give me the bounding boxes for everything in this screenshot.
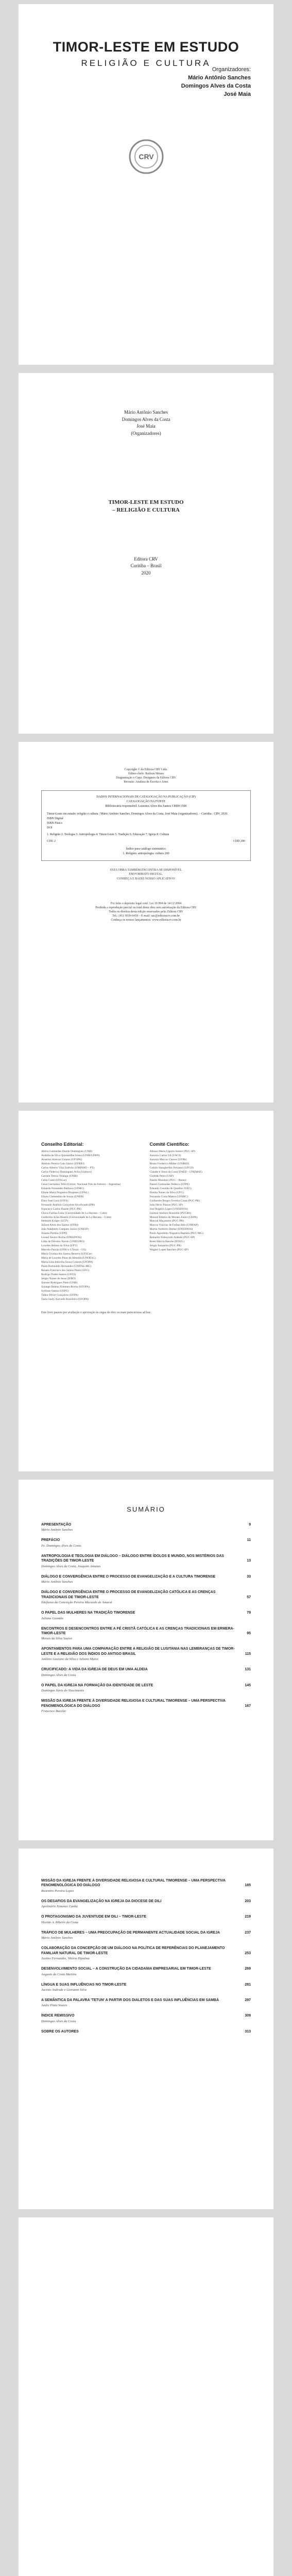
editorial-member: Simone Rodrigues Pinto (UNB) <box>41 1281 78 1284</box>
toc-title: SOBRE OS AUTORES <box>41 2029 79 2033</box>
cat-cdu: CDU 2 <box>47 840 56 843</box>
copyright-page <box>19 742 273 1103</box>
toc-page-number: 33 <box>247 1574 251 1579</box>
toc-page-number: 237 <box>245 1930 251 1935</box>
toc-page-number: 297 <box>245 1998 251 2002</box>
toc-item[interactable] <box>41 1611 251 1620</box>
editorial-member: Elizeu Clementino de Souza (UNEB) <box>41 1195 84 1198</box>
toc-author: Rosemiro Pereira Lopes <box>41 1889 74 1893</box>
editorial-member: Élsio José Corá (UFFS) <box>41 1199 68 1202</box>
editorial-member: Carlos Alberto Vilar Estêvão (UMINHO – PT) <box>41 1166 94 1170</box>
cat-isbn-digital: ISBN Digital <box>47 817 63 821</box>
toc-title: MISSÃO DA IGREJA FRENTE À DIVERSIDADE RELIGIOSA E CULTURAL TIMORENSE – UMA PERSPECTIVA FENOMENOLÓGICA DO DIÁLOGO <box>41 1699 226 1708</box>
half-title-1: TIMOR-LESTE EM ESTUDO <box>108 499 184 505</box>
editorial-member: Maria Cristina dos Santos Bezerra (UFSCar) <box>41 1252 92 1256</box>
scientific-member: Paulo Agostinho Nogueira Baptista (PUC-MG) <box>149 1232 203 1235</box>
council-note: Este livro passou por avaliação e aprovação às cegas de dois ou mais pareceristas ad hoc. <box>41 1311 151 1314</box>
catalog-box <box>41 790 251 861</box>
rights-1: Proibida a reprodução parcial ou total desta obra sem autorização da Editora CRV <box>95 906 197 909</box>
editorial-member: Tadeu Oliver Gonçalves (UFPA) <box>41 1293 78 1297</box>
cat-sub2: Bibliotecária responsável: Luzenira Alves dos Santos CRB9/1506 <box>105 805 187 808</box>
editorial-member: Antônio Pereira Gaio Júnior (UFRRJ) <box>41 1162 84 1165</box>
toc-author: Domingos Sávio do Nascimento <box>41 1689 84 1693</box>
half-name-1: Mário Antônio Sanches <box>124 410 168 415</box>
toc-title: DESENVOLVIMENTO SOCIAL – A CONSTRUÇÃO DA CIDADANIA EMPRESARIAL EM TIMOR-LESTE <box>41 1967 211 1971</box>
editorial-member: Paulo Romualdo Hernandes (UNIFAL-MG) <box>41 1265 92 1268</box>
toc-title: ÍNDICE REMISSIVO <box>41 2014 75 2018</box>
toc-item[interactable] <box>41 1667 251 1676</box>
site: Conheça os nossos lançamentos: www.editoracrv.com.br <box>111 919 181 922</box>
copyright-line-3: Diagramação e Capa: Designers da Editora CRV <box>116 776 176 780</box>
toc-title: ANTROPOLOGIA E TEOLOGIA EM DIÁLOGO – DIÁLOGO ENTRE ÍDOLOS E MUNDO, NOS MISTÉRIOS DAS TRADIÇÕES DE TIMOR-LESTE <box>41 1554 224 1563</box>
editorial-member: Marcelo Paixão (UFRJ e UTexas – US) <box>41 1248 86 1252</box>
scientific-member: Martin Norberto Dreher (UNISINOS) <box>149 1228 193 1231</box>
editorial-member: Celso Conti (UFSCar) <box>41 1178 67 1182</box>
scientific-member: Reinaldo Nobuyoshi Arakaki (PUC-SP) <box>149 1236 195 1240</box>
toc-item[interactable] <box>41 1538 251 1547</box>
toc-author: Mário Antônio Sanches <box>41 1936 73 1940</box>
toc-page-number: 131 <box>245 1668 251 1672</box>
toc-author: Apolinário Ximenes Cunha <box>41 1905 78 1909</box>
half-title-2: – RELIGIÃO E CULTURA <box>112 507 180 514</box>
toc-title: DIÁLOGO E CONVERGÊNCIA ENTRE O PROCESSO DE EVANGELIZAÇÃO E A CULTURA TIMORENSE <box>41 1574 216 1579</box>
toc-author: Domingos Alves da Costa <box>41 2019 76 2023</box>
toc-item[interactable] <box>41 1683 251 1692</box>
scientific-member: Leomar Antônio Brustolin (PUCRS) <box>149 1211 192 1215</box>
toc-title: CRUCIFICADO: A VIDA DA IGREJA DE DEUS EM UMA ALDEIA <box>41 1668 148 1672</box>
scientific-member: João Décio Passos (PUC-SP) <box>149 1203 183 1207</box>
editor-2: Domingos Alves da Costa <box>181 82 251 89</box>
editorial-member: Cesar Gerónimo Tello (Univer. Nacional Três de Febrero – Argentina) <box>41 1182 121 1186</box>
cover-page <box>19 4 273 365</box>
editorial-member: Lourdes Helena da Silva (UFV) <box>41 1244 78 1248</box>
toc-title: MISSÃO DA IGREJA FRENTE À DIVERSIDADE RELIGIOSA E CULTURAL TIMORENSE – UMA PERSPECTIVA FENOMENOLÓGICA DO DIÁLOGO <box>41 1879 226 1888</box>
copyright-line-4: Revisão: Analista de Escrita e Artes <box>124 781 168 784</box>
scientific-committee <box>150 1142 251 1302</box>
toc-author: Antônio Gaviano da Silva e Juliano Matos <box>41 1657 98 1662</box>
cat-title: DADOS INTERNACIONAIS DE CATALOGAÇÃO NA PUBLICAÇÃO (CIP) <box>96 795 196 799</box>
toc-title: COLABORAÇÃO DA CONCEPÇÃO DE UM DIÁLOGO NA POLÍTICA DE REFERÊNCIAS DO PLANEJAMENTO FAMILIAR NATURAL DE TIMOR-LESTE <box>41 1946 225 1955</box>
editorial-member: Eduardo Fernandes Barbosa (UFMG) <box>41 1187 84 1190</box>
scientific-member: Bruno Frederico Müller (UNIRIO) <box>149 1162 190 1165</box>
toc-title: A SEMÂNTICA DA PALAVRA 'TETUN' A PARTIR DOS DIALETOS E DAS SUAS INFLUÊNCIAS EM SAMBÁ <box>41 1998 219 2002</box>
editors-label: Organizadores: <box>212 66 251 73</box>
toc-item[interactable] <box>41 2013 251 2023</box>
digital-label-2: EM FORMATO DIGITAL. <box>129 873 163 876</box>
scientific-member: Antonio Marcos Chaves (UFPA) <box>149 1158 187 1161</box>
toc-title: PREFÁCIO <box>41 1538 60 1543</box>
toc-item[interactable] <box>41 1590 251 1604</box>
editorial-member: Solange Helena Ximenes-Rocha (UFOPA) <box>41 1285 90 1289</box>
scientific-title: Comitê Científico: <box>149 1142 190 1147</box>
toc-item[interactable] <box>41 1878 251 1893</box>
toc-item[interactable] <box>41 1998 251 2007</box>
editorial-member: Elione Maria Nogueira Diogenes (UFAL) <box>41 1191 89 1194</box>
cat-body: Timor-Leste em estudo: religião e cultura / Mário Antônio Sanches, Domingos Alves da Costa, José Maia (organizadores). – Curitiba : CRV, 2020. <box>47 812 228 816</box>
legal-deposit: Foi feito o depósito legal conf. Lei 10.994 de 14/12/2004 <box>110 902 182 905</box>
toc-item[interactable] <box>41 1574 251 1584</box>
editorial-member: João Adalberto Campato Junior (UNESP) <box>41 1228 89 1231</box>
scientific-member: José Rogério Lopes (UNISINOS) <box>149 1207 188 1211</box>
index-title: Índice para catálogo sistemático <box>126 848 166 851</box>
editorial-member: Jailson Alves dos Santos (UFRJ) <box>41 1224 79 1227</box>
council-page <box>19 1111 273 1471</box>
copyright-line-1: Copyright © da Editora CRV Ltda. <box>124 768 168 771</box>
editorial-member: Francisco Carlos Duarte (PUC-PR) <box>41 1207 81 1211</box>
toc-page-number: 115 <box>245 1652 251 1656</box>
editorial-member: Carmen Tereza Velanga (UNIR) <box>41 1174 78 1178</box>
toc-item[interactable] <box>41 1946 251 1960</box>
toc-title: O PAPEL DAS MULHERES NA TRADIÇÃO TIMORENSE <box>41 1611 135 1615</box>
toc-item[interactable] <box>41 1899 251 1908</box>
editorial-member: Guillermo Arias Beatón (Universidade de La Havana – Cuba) <box>41 1215 111 1219</box>
editorial-member: Josania Portela (UFPI) <box>41 1232 67 1235</box>
half-title-page <box>19 373 273 734</box>
cat-isbn-fisico: ISBN Físico <box>47 822 62 825</box>
toc-author: Vicente A. Ribeiro da Costa <box>41 1920 78 1924</box>
toc-title: ENCONTROS E DESENCONTROS ENTRE A FÉ CRISTÃ CATÓLICA E AS CRENÇAS TRADICIONAIS EM ERMERA-TIMOR-LESTE <box>41 1626 234 1635</box>
toc-item[interactable] <box>41 1554 251 1568</box>
half-name-4: (Organizadores) <box>131 430 161 436</box>
half-name-3: José Maia <box>136 423 156 429</box>
cat-sub: CATALOGAÇÃO NA FONTE <box>126 800 166 804</box>
scientific-member: Marcos Vinicius de Freitas Reis (UNIFAP) <box>149 1224 199 1227</box>
scientific-member: Sérgio Junqueira (PUC-PR) <box>149 1244 181 1248</box>
toc-page-number: 309 <box>245 2014 251 2018</box>
editorial-member: Fernando Antônio Gonçalves Alcoforado (IPB) <box>41 1203 95 1207</box>
editorial-member: Maria de Lourdes Pinto de Almeida (UNOESC) <box>41 1257 96 1260</box>
editorial-member: Carlos Federico Dominguez Avila (Unieuro) <box>41 1170 92 1174</box>
toc-page-number: 145 <box>245 1683 251 1687</box>
toc-page-number: 95 <box>247 1631 251 1635</box>
toc-item[interactable] <box>41 1522 251 1532</box>
toc-item[interactable] <box>41 2029 251 2034</box>
editorial-member: Aldira Guimarães Duarte Domínguez (UNB) <box>41 1150 93 1153</box>
digital-label-1: ESTA OBRA TAMBÉM ENCONTRA-SE DISPONÍVEL <box>110 869 182 872</box>
toc-author: Juliana Gusmão <box>41 1616 63 1620</box>
editorial-member: Tania Suely Azevedo Brasileiro (UFOPA) <box>41 1297 89 1301</box>
toc-page-number: 13 <box>247 1559 251 1563</box>
scientific-member: Claudecir Jesus da Costa (FAED – UNEMAT) <box>149 1170 202 1174</box>
cat-keywords: 1. Religião 2. Teologia 3. Antropologia 4. Timor-Leste 5. Tradição 6. Educação 7. Igreja 8. Cultura <box>47 833 169 837</box>
toc-page-number: 185 <box>245 1884 251 1888</box>
toc-page-number: 11 <box>247 1538 251 1543</box>
scientific-member: Fernando Costa Mattos (UFABC) <box>149 1195 188 1198</box>
toc-item[interactable] <box>41 1930 251 1940</box>
toc-page-number: 9 <box>249 1523 251 1527</box>
editorial-member: Sérgio Nunes de Jesus (IFRO) <box>41 1277 76 1281</box>
toc-item[interactable] <box>41 1914 251 1924</box>
scientific-member: Wagner Lopes Sanchez (PUC-SP) <box>149 1248 188 1252</box>
scientific-member: Antonio Carlos Gil (USCS) <box>149 1154 181 1157</box>
crv-logo-icon <box>128 138 165 175</box>
cat-cdd: CDD 200 <box>233 840 245 843</box>
summary-title: SUMÁRIO <box>127 1505 165 1513</box>
phone-email: Tel.: (41) 3039-6418 – E-mail: sac@editoracrv.com.br <box>112 914 180 918</box>
scientific-member: Clotilde Perez (USP) <box>149 1174 174 1178</box>
editorial-member: Leonel Severo Rocha (UNISINOS) <box>41 1236 82 1240</box>
scientific-member: Elenita Nunes da Silva (UFG) <box>149 1191 184 1194</box>
editorial-member: Andréia da Silva Quintanilha Sousa (UNIR/UFRN) <box>41 1154 100 1157</box>
toc-item[interactable] <box>41 1967 251 1976</box>
index-item: 1. Religião: antropologia: cultura 200 <box>123 852 169 856</box>
toc-page-number: 167 <box>245 1704 251 1708</box>
editorial-title: Conselho Editorial: <box>41 1142 84 1147</box>
half-pub: Editora CRV <box>134 556 158 562</box>
toc-page-number: 57 <box>247 1595 251 1599</box>
toc-item[interactable] <box>41 1699 251 1713</box>
digital-label-3: CONHEÇA E BAIXE NOSSO APLICATIVO! <box>116 877 176 880</box>
editorial-member: Gloria Fariñas León (Universidade de La Havana – Cuba) <box>41 1211 107 1215</box>
toc-title: LÍNGUA E SUAS INFLUÊNCIAS NO TIMOR-LESTE <box>41 1982 127 1987</box>
svg-text:CRV: CRV <box>138 152 154 161</box>
toc-page-number: 269 <box>245 1967 251 1971</box>
editor-3: José Maia <box>224 91 251 97</box>
toc-title: APONTAMENTOS PARA UMA COMPARAÇÃO ENTRE A RELIGIÃO DE LUSITANIA NAS LEMBRANÇAS DE TIMOR-LESTE E A RELIGIÃO DOS ÍNDIOS DO ANTIGO BRASIL <box>41 1647 235 1656</box>
scientific-member: Marcial Maçaneiro (PUC-PR) <box>149 1219 184 1223</box>
toc-author: Mário Antônio Sanches <box>41 1528 73 1532</box>
toc-item[interactable] <box>41 1982 251 1992</box>
cover-editors <box>181 66 251 99</box>
scientific-member: Afonso Maria Ligorio Soares (PUC-SP) <box>149 1150 195 1153</box>
blank-page <box>19 2217 273 2576</box>
half-city: Curitiba – Brasil <box>130 563 162 569</box>
toc-author: Augusto da Costa Martins <box>41 1972 77 1976</box>
editorial-member: Renato Francisco dos Santos Paula (UFG) <box>41 1269 90 1273</box>
toc-item[interactable] <box>41 1626 251 1641</box>
scientific-member: Daniel Guimarães Tedesco (UFPE) <box>149 1182 190 1186</box>
half-name-2: Domingos Alves da Costa <box>122 416 170 422</box>
toc-page-number: 219 <box>245 1915 251 1919</box>
cat-doi: DOI <box>47 826 53 830</box>
editorial-member: Rodrigo Pratte-Santos (UFES) <box>41 1273 76 1277</box>
editorial-member: Anselmo Alencar Colares (UFOPA) <box>41 1158 82 1161</box>
toc-title: APRESENTAÇÃO <box>41 1523 72 1527</box>
summary-page-2 <box>19 1849 273 2209</box>
summary-page-1 <box>19 1480 273 1840</box>
scientific-member: Danilo Mondoni (PUG – Roma) <box>149 1178 186 1182</box>
toc-title: O PAPEL DA IGREJA NA FORMAÇÃO DA IDENTIDADE DE LESTE <box>41 1683 153 1687</box>
toc-page-number: 281 <box>245 1982 251 1987</box>
toc-author: Andre Pinto Soares <box>41 2004 67 2008</box>
toc-page-number: 313 <box>245 2029 251 2033</box>
half-year: 2020 <box>141 570 151 575</box>
toc-title: TRÁFICO DE MULHERES – UMA PREOCUPAÇÃO DE PERMANENTE ACTUALIDADE SOCIAL DA IGREJA <box>41 1930 220 1935</box>
rights-2: Todos os direitos desta edição reservados pela: Editora CRV <box>109 910 183 913</box>
scientific-member: Manoel Ribeiro de Moraes Junior (UEPA) <box>149 1215 198 1219</box>
toc-author: Domingos Alves da Costa, Joaquim Antunes <box>41 1564 101 1568</box>
toc-author: Justino Fernandes, Vitória Dipalma <box>41 1957 90 1961</box>
scientific-member: Camilo Stangherlim Ferraresi (UFGD) <box>149 1166 194 1170</box>
toc-page-number: 203 <box>245 1899 251 1903</box>
toc-item[interactable] <box>41 1647 251 1661</box>
cover-title: TIMOR-LESTE EM ESTUDO <box>53 39 239 55</box>
toc-author: Pe. Domingos Alves da Costa <box>41 1544 81 1548</box>
toc-title: DIÁLOGO E CONVERGÊNCIA ENTRE O PROCESSO DE EVANGELIZAÇÃO CATÓLICA E AS CRENÇAS TRADICIONAIS DE TIMOR-LESTE <box>41 1590 216 1599</box>
toc-page-number: 79 <box>247 1611 251 1615</box>
toc-author: Moisés da Silva Soares <box>41 1637 73 1641</box>
copyright-line-2: Editor-chefe: Railson Moura <box>128 772 164 776</box>
toc-author: Francisco Bacelar <box>41 1709 66 1713</box>
toc-author: Mário Antônio Sanches <box>41 1580 73 1584</box>
scientific-member: Eduardo Gusmão de Quadros (UEG) <box>149 1187 192 1190</box>
editorial-member: Helmuth Krüger (UCP) <box>41 1219 68 1223</box>
editorial-member: Maria Lília Imbiriba Sousa Colares (UFOPA) <box>41 1261 93 1264</box>
toc-page-number: 253 <box>245 1951 251 1955</box>
cover-subtitle: RELIGIÃO E CULTURA <box>81 58 211 68</box>
toc-title: OS DESAFIOS DA EVANGELIZAÇÃO NA IGREJA DA DIOCESE DE DILI <box>41 1899 162 1903</box>
editorial-member: Lídia de Oliveira Xavier (UNIEURO) <box>41 1240 84 1244</box>
editorial-council <box>41 1142 143 1302</box>
editorial-member: Sydione Santos (UEPG) <box>41 1289 69 1293</box>
toc-author: Domingos Alves da Costa <box>41 1673 76 1677</box>
toc-author: Jacinto Andrade e Giovanni Silva <box>41 1988 87 1992</box>
editor-1: Mário Antônio Sanches <box>188 74 251 81</box>
scientific-member: Romi Márcia Bencke (IFSUL) <box>149 1240 184 1244</box>
toc-title: O PROTAGONISMO DA JUVENTUDE EM DILI – TIMOR-LESTE <box>41 1915 147 1919</box>
toc-author: Ildefonso da Conceição Pereira Macaedo de Amaral <box>41 1601 112 1605</box>
scientific-member: Guilherme Borges Ferreira Costa (PUC-PR) <box>149 1199 200 1202</box>
